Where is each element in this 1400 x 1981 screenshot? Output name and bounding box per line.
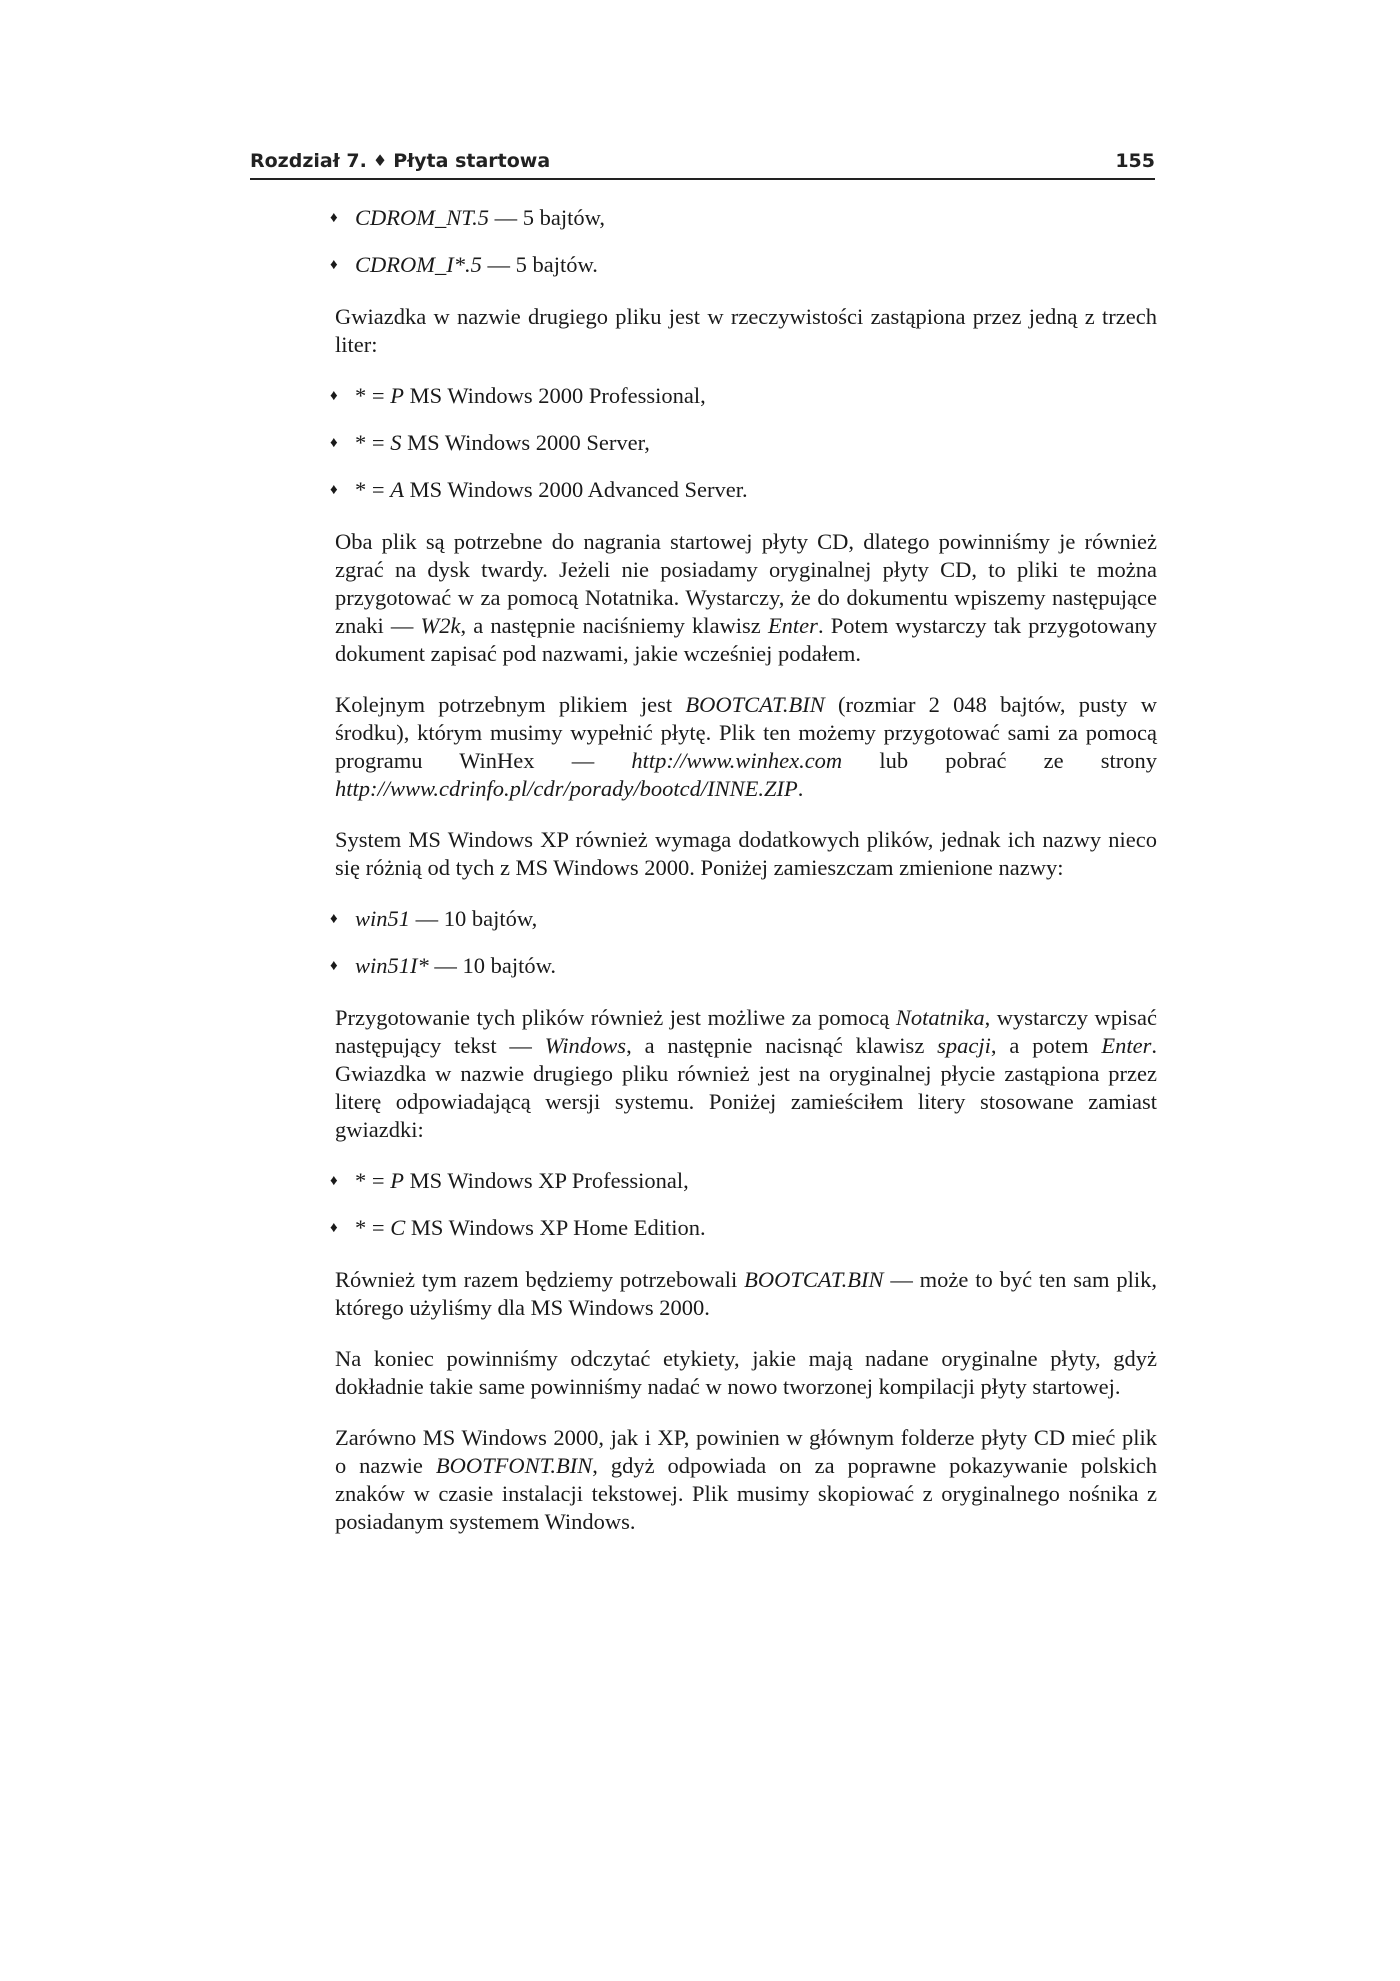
text-run: (rozmiar 2 048 bajtów, pusty w środku), którym musimy wypełnić płytę. Plik ten możemy przygotować sami za pomocą programu WinHex — <box>335 692 1157 773</box>
chapter-label: Rozdział 7. <box>250 150 367 172</box>
text-run: Zarówno MS Windows 2000, jak i XP, powinien w głównym folderze płyty CD mieć plik o nazwie <box>335 1425 1157 1478</box>
diamond-bullet-icon: ♦ <box>330 388 338 404</box>
text-run: , a następnie nacisnąć klawisz <box>626 1033 938 1058</box>
version-letter: P <box>390 1168 404 1193</box>
version-name: MS Windows XP Home Edition. <box>405 1215 706 1240</box>
emphasis: Notatnika <box>895 1005 985 1030</box>
text-run: lub pobrać ze strony <box>842 748 1157 773</box>
list-item <box>322 1167 1157 1195</box>
list-item <box>322 204 1157 232</box>
version-name: MS Windows 2000 Advanced Server. <box>403 477 748 502</box>
diamond-bullet-icon: ♦ <box>330 435 338 451</box>
version-letter: A <box>390 477 404 502</box>
diamond-bullet-icon: ♦ <box>330 257 338 273</box>
paragraph: Gwiazdka w nazwie drugiego pliku jest w rzeczywistości zastąpiona przez jedną z trzech liter: <box>335 304 1157 357</box>
letter-list-xp <box>330 1167 1157 1242</box>
file-name: BOOTCAT.BIN <box>744 1267 884 1292</box>
file-size: — 10 bajtów, <box>410 906 538 931</box>
emphasis: spacji <box>937 1033 991 1058</box>
diamond-icon: ♦ <box>372 151 388 170</box>
url-text: http://www.winhex.com <box>631 748 843 773</box>
diamond-bullet-icon: ♦ <box>330 1173 338 1189</box>
paragraph: System MS Windows XP również wymaga dodatkowych plików, jednak ich nazwy nieco się różnią od tych z MS Windows 2000. Poniżej zamieszczam zmienione nazwy: <box>335 827 1157 880</box>
chapter-title: Płyta startowa <box>393 150 551 172</box>
emphasis: Enter <box>1101 1033 1152 1058</box>
url-text: http://www.cdrinfo.pl/cdr/porady/bootcd/INNE.ZIP <box>335 776 798 801</box>
version-name: MS Windows 2000 Server, <box>401 430 650 455</box>
text-run: Kolejnym potrzebnym plikiem jest <box>335 692 686 717</box>
emphasis: Windows <box>544 1033 627 1058</box>
list-item <box>322 251 1157 279</box>
page-body <box>330 204 1158 1559</box>
page-number: 155 <box>1115 150 1155 172</box>
paragraph <box>335 691 1157 803</box>
text-run: , a potem <box>990 1033 1102 1058</box>
file-size: — 5 bajtów. <box>481 252 598 277</box>
file-list-xp <box>330 905 1157 980</box>
letter-list-2000 <box>330 382 1157 504</box>
asterisk-equals: * = <box>355 477 391 502</box>
text-run: , a następnie naciśniemy klawisz <box>460 613 768 638</box>
file-name: CDROM_NT.5 <box>355 205 489 230</box>
file-name: CDROM_I*.5 <box>355 252 482 277</box>
diamond-bullet-icon: ♦ <box>330 210 338 226</box>
diamond-bullet-icon: ♦ <box>330 911 338 927</box>
file-name: BOOTFONT.BIN <box>435 1453 593 1478</box>
text-run: Przygotowanie tych plików również jest możliwe za pomocą <box>335 1005 896 1030</box>
text-run: , gdyż odpowiada on za poprawne pokazywanie polskich znaków w czasie instalacji tekstowej. Plik musimy skopiować z oryginalnego nośnika z posiadanym systemem Windows. <box>335 1453 1158 1534</box>
list-item <box>322 429 1157 457</box>
header-chapter-title <box>250 150 550 172</box>
version-letter: P <box>390 383 404 408</box>
version-name: MS Windows 2000 Professional, <box>403 383 706 408</box>
text-run: . Potem wystarczy tak przygotowany dokument zapisać pod nazwami, jakie wcześniej podałem. <box>335 613 1158 666</box>
file-list-2000 <box>330 204 1157 279</box>
diamond-bullet-icon: ♦ <box>330 1220 338 1236</box>
file-name: BOOTCAT.BIN <box>685 692 825 717</box>
paragraph <box>335 528 1157 668</box>
file-name: win51 <box>355 906 411 931</box>
emphasis: W2k <box>420 613 461 638</box>
list-item <box>322 905 1157 933</box>
paragraph <box>335 1424 1157 1536</box>
list-item <box>322 1214 1157 1242</box>
paragraph: Na koniec powinniśmy odczytać etykiety, jakie mają nadane oryginalne płyty, gdyż dokładnie takie same powinniśmy nadać w nowo tworzonej kompilacji płyty startowej. <box>335 1346 1157 1399</box>
text-run: — może to być ten sam plik, którego użyliśmy dla MS Windows 2000. <box>335 1267 1157 1320</box>
text-run: Również tym razem będziemy potrzebowali <box>335 1267 745 1292</box>
text-run: , wystarczy wpisać następujący tekst — <box>335 1005 1157 1058</box>
asterisk-equals: * = <box>355 1215 391 1240</box>
emphasis: Enter <box>767 613 818 638</box>
file-size: — 5 bajtów, <box>488 205 605 230</box>
version-name: MS Windows XP Professional, <box>403 1168 689 1193</box>
paragraph <box>335 1004 1157 1144</box>
asterisk-equals: * = <box>355 1168 391 1193</box>
version-letter: C <box>390 1215 406 1240</box>
file-name: win51I* <box>355 953 429 978</box>
list-item <box>322 952 1157 980</box>
diamond-bullet-icon: ♦ <box>330 482 338 498</box>
file-size: — 10 bajtów. <box>428 953 557 978</box>
text-run: . <box>797 776 804 801</box>
asterisk-equals: * = <box>355 383 391 408</box>
paragraph <box>335 1266 1157 1322</box>
list-item <box>322 476 1157 504</box>
text-run: Oba plik są potrzebne do nagrania startowej płyty CD, dlatego powinniśmy je również zgrać na dysk twardy. Jeżeli nie posiadamy oryginalnej płyty CD, to pliki te można przygotować w za pomocą Notatnika. Wystarczy, że do dokumentu wpiszemy następujące znaki — <box>335 529 1157 638</box>
version-letter: S <box>390 430 402 455</box>
text-run: . Gwiazdka w nazwie drugiego pliku również jest na oryginalnej płycie zastąpiona przez literę odpowiadającą wersji systemu. Poniżej zamieściłem litery stosowane zamiast gwiazdki: <box>335 1033 1157 1142</box>
asterisk-equals: * = <box>355 430 391 455</box>
diamond-bullet-icon: ♦ <box>330 958 338 974</box>
running-header <box>250 148 1155 180</box>
list-item <box>322 382 1157 410</box>
